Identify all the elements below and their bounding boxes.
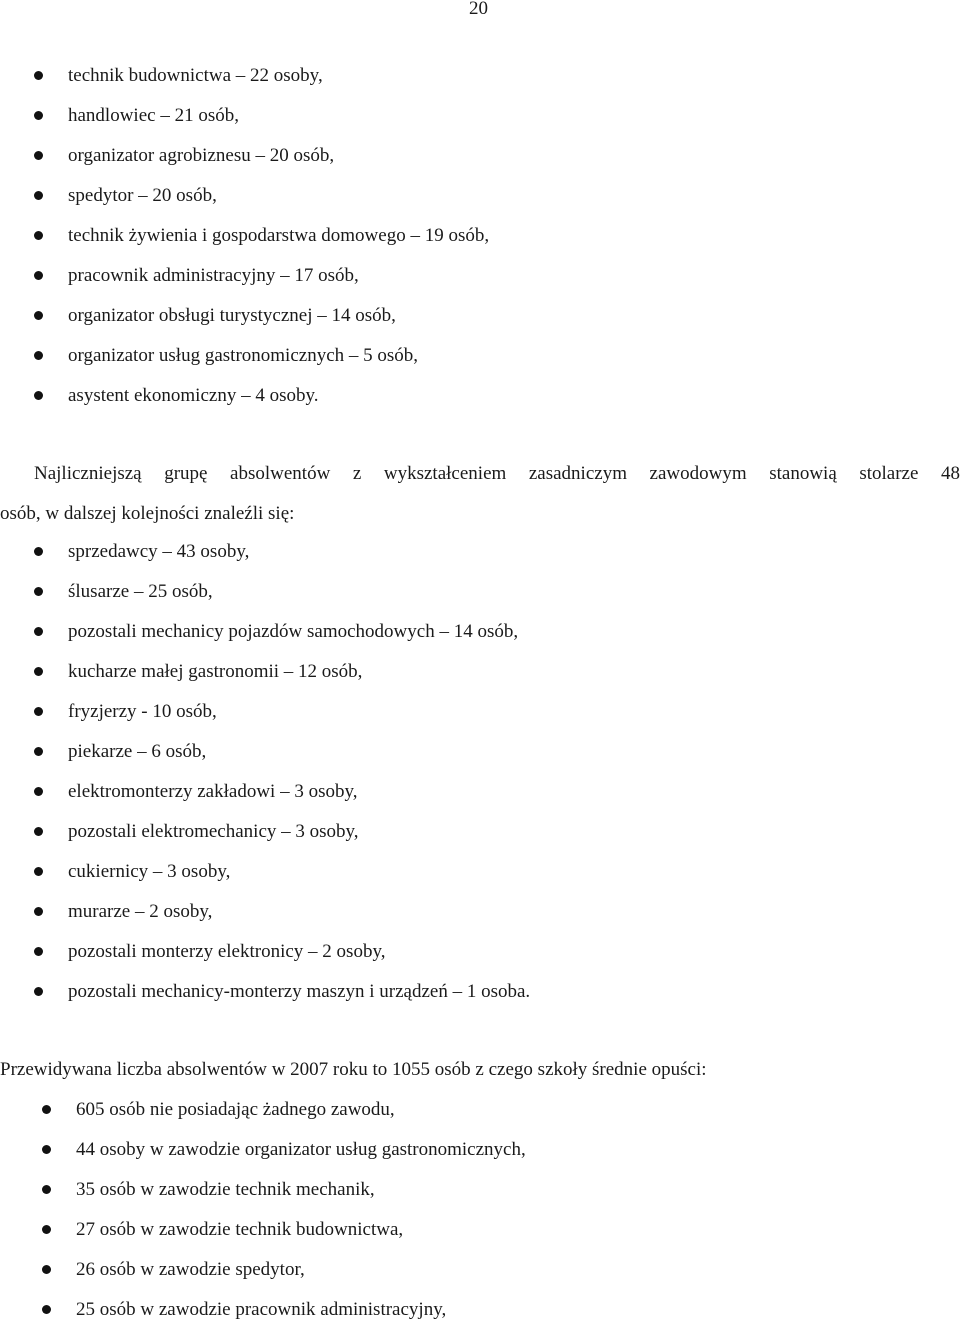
bullet-icon: [34, 391, 43, 400]
bullet-icon: [42, 1225, 51, 1234]
list-item-text: 605 osób nie posiadając żadnego zawodu,: [76, 1099, 395, 1120]
list-item-text: fryzjerzy - 10 osób,: [68, 701, 217, 722]
bullet-icon: [34, 71, 43, 80]
bullet-icon: [34, 747, 43, 756]
list-item-text: piekarze – 6 osób,: [68, 741, 207, 762]
bullet-icon: [42, 1305, 51, 1314]
list-item-text: cukiernicy – 3 osoby,: [68, 861, 231, 882]
list-item-text: handlowiec – 21 osób,: [68, 105, 239, 126]
bullet-icon: [34, 151, 43, 160]
list-item-text: murarze – 2 osoby,: [68, 901, 213, 922]
bullet-icon: [34, 627, 43, 636]
list-item-text: organizator usług gastronomicznych – 5 osób,: [68, 345, 419, 366]
vocational-paragraph-line-2: osób, w dalszej kolejności znaleźli się:: [0, 503, 295, 524]
bullet-icon: [34, 827, 43, 836]
list-item-text: 44 osoby w zawodzie organizator usług gastronomicznych,: [76, 1139, 526, 1160]
list-item-text: sprzedawcy – 43 osoby,: [68, 541, 250, 562]
list-item-text: organizator obsługi turystycznej – 14 osób,: [68, 305, 396, 326]
list-item-text: 27 osób w zawodzie technik budownictwa,: [76, 1219, 404, 1240]
bullet-icon: [42, 1145, 51, 1154]
list-item-text: asystent ekonomiczny – 4 osoby.: [68, 385, 319, 406]
bullet-icon: [34, 231, 43, 240]
list-item-text: ślusarze – 25 osób,: [68, 581, 213, 602]
list-item-text: pozostali elektromechanicy – 3 osoby,: [68, 821, 359, 842]
bullet-icon: [42, 1185, 51, 1194]
bullet-icon: [42, 1265, 51, 1274]
list-item-text: organizator agrobiznesu – 20 osób,: [68, 145, 335, 166]
bullet-icon: [34, 111, 43, 120]
bullet-icon: [34, 587, 43, 596]
list-item-text: 26 osób w zawodzie spedytor,: [76, 1259, 305, 1280]
list-item-text: pozostali mechanicy pojazdów samochodowych – 14 osób,: [68, 621, 519, 642]
list-item-text: technik żywienia i gospodarstwa domowego – 19 osób,: [68, 225, 490, 246]
list-item-text: spedytor – 20 osób,: [68, 185, 217, 206]
bullet-icon: [34, 867, 43, 876]
forecast-paragraph: Przewidywana liczba absolwentów w 2007 roku to 1055 osób z czego szkoły średnie opuści:: [0, 1059, 707, 1080]
bullet-icon: [34, 271, 43, 280]
bullet-icon: [34, 311, 43, 320]
bullet-icon: [34, 667, 43, 676]
page-number: 20: [469, 0, 488, 19]
bullet-icon: [34, 547, 43, 556]
bullet-icon: [34, 191, 43, 200]
bullet-icon: [34, 987, 43, 996]
list-item-text: pozostali mechanicy-monterzy maszyn i urządzeń – 1 osoba.: [68, 981, 531, 1002]
bullet-icon: [34, 947, 43, 956]
bullet-icon: [42, 1105, 51, 1114]
list-item-text: 35 osób w zawodzie technik mechanik,: [76, 1179, 375, 1200]
list-item-text: kucharze małej gastronomii – 12 osób,: [68, 661, 363, 682]
bullet-icon: [34, 351, 43, 360]
bullet-icon: [34, 707, 43, 716]
list-item-text: elektromonterzy zakładowi – 3 osoby,: [68, 781, 358, 802]
list-item-text: pracownik administracyjny – 17 osób,: [68, 265, 359, 286]
bullet-icon: [34, 787, 43, 796]
list-item-text: 25 osób w zawodzie pracownik administracyjny,: [76, 1299, 447, 1320]
list-item-text: technik budownictwa – 22 osoby,: [68, 65, 323, 86]
bullet-icon: [34, 907, 43, 916]
list-item-text: pozostali monterzy elektronicy – 2 osoby,: [68, 941, 386, 962]
vocational-paragraph: [0, 454, 960, 534]
vocational-paragraph-line-1: Najliczniejszą grupę absolwentów z wykształceniem zasadniczym zawodowym stanowią stolarze 48: [34, 463, 960, 484]
